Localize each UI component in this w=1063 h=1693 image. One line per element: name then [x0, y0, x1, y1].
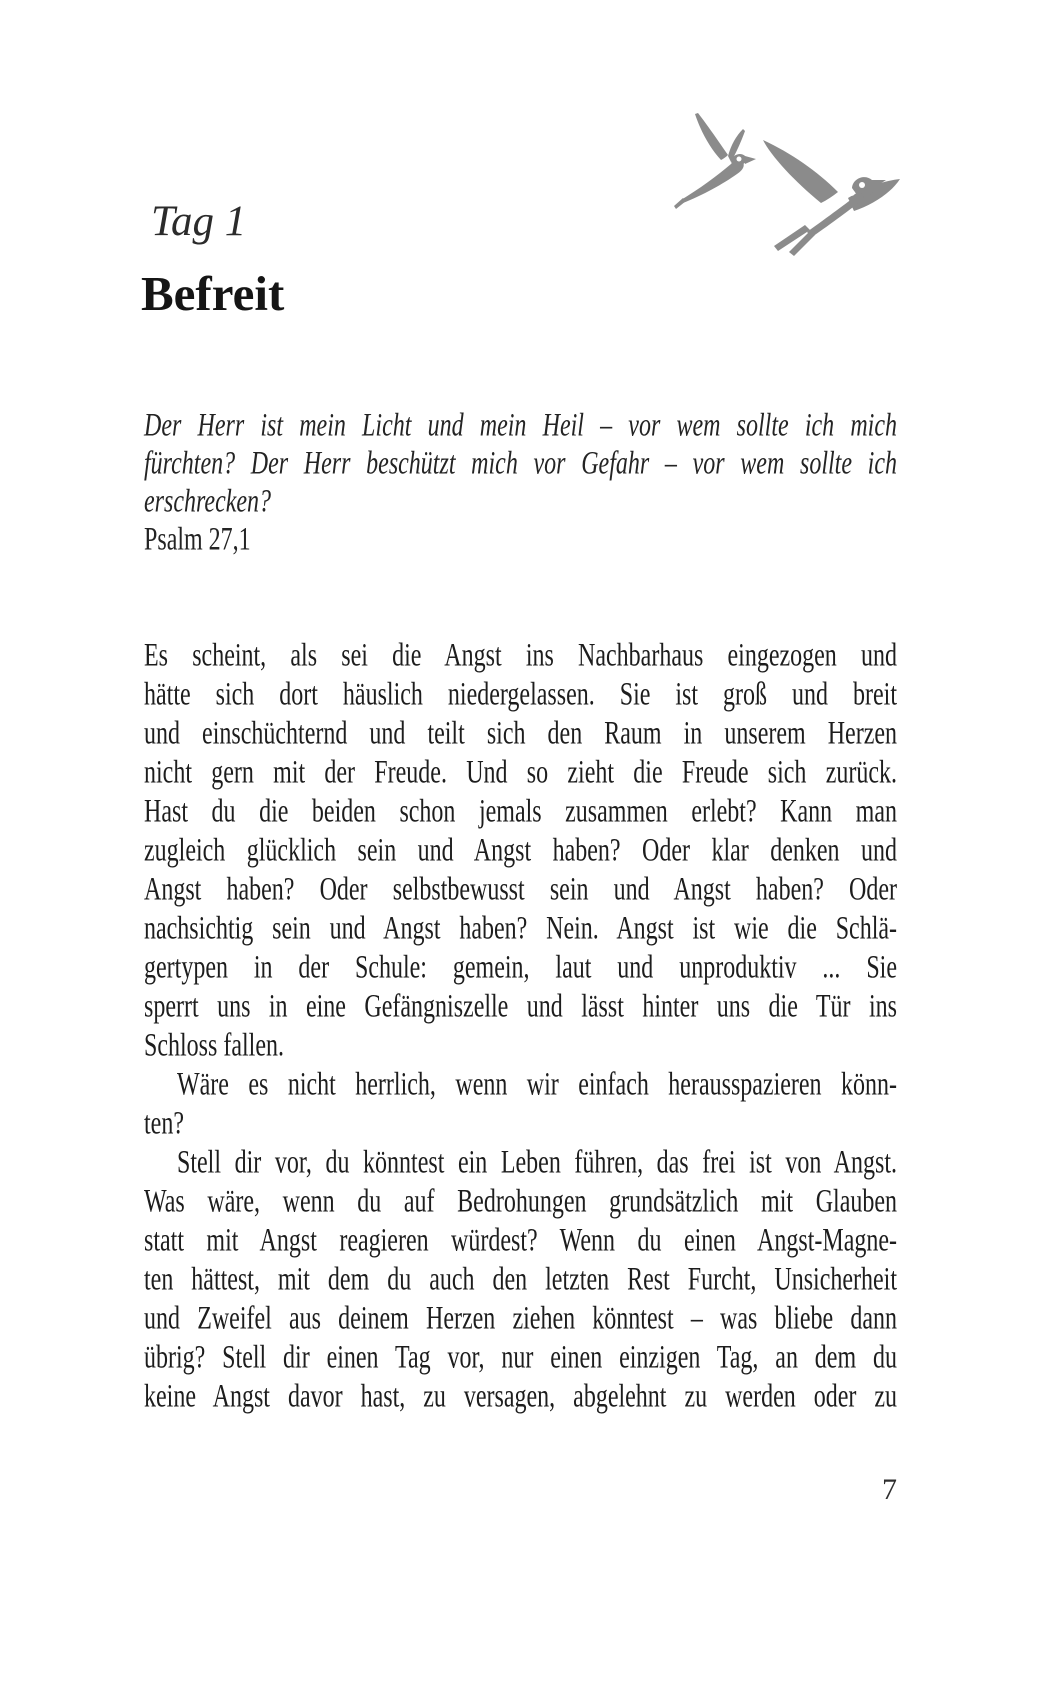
text-line: Der Herr ist mein Licht und mein Heil – vor wem sollte ich mich: [144, 408, 897, 444]
two-swallows-icon: [655, 103, 905, 265]
text-line: Hast du die beiden schon jemals zusammen erlebt? Kann man: [144, 794, 897, 830]
text-line: erschrecken?: [144, 484, 272, 520]
text-line: und Zweifel aus deinem Herzen ziehen könntest – was bliebe dann: [144, 1301, 897, 1337]
text-line: Was wäre, wenn du auf Bedrohungen grundsätzlich mit Glauben: [144, 1184, 897, 1220]
text-line: und einschüchternd und teilt sich den Raum in unserem Herzen: [144, 716, 897, 752]
text-line: fürchten? Der Herr beschützt mich vor Gefahr – vor wem sollte ich: [144, 446, 897, 482]
text-line: Wäre es nicht herrlich, wenn wir einfach herausspazieren könn-: [177, 1067, 897, 1103]
body-text: [144, 637, 897, 1417]
text-line: nicht gern mit der Freude. Und so zieht die Freude sich zurück.: [144, 755, 897, 791]
text-line: nachsichtig sein und Angst haben? Nein. Angst ist wie die Schlä-: [144, 911, 897, 947]
text-line: gertypen in der Schule: gemein, laut und unproduktiv ... Sie: [144, 950, 897, 986]
text-line: sperrt uns in eine Gefängniszelle und lässt hinter uns die Tür ins: [144, 989, 897, 1025]
text-line: zugleich glücklich sein und Angst haben? Oder klar denken und: [144, 833, 897, 869]
text-line: hätte sich dort häuslich niedergelassen. Sie ist groß und breit: [144, 677, 897, 713]
left-swallow-icon: [674, 113, 756, 209]
day-label: Tag 1: [151, 198, 247, 245]
text-line: ten?: [144, 1106, 184, 1142]
text-line: ten hättest, mit dem du auch den letzten Rest Furcht, Unsicherheit: [144, 1262, 897, 1298]
epigraph: [144, 407, 897, 559]
text-line: statt mit Angst reagieren würdest? Wenn du einen Angst-Magne-: [144, 1223, 897, 1259]
text-line: übrig? Stell dir einen Tag vor, nur einen einzigen Tag, an dem du: [144, 1340, 897, 1376]
text-line: Es scheint, als sei die Angst ins Nachbarhaus eingezogen und: [144, 638, 897, 674]
page-title: Befreit: [141, 266, 285, 321]
text-line: Angst haben? Oder selbstbewusst sein und Angst haben? Oder: [144, 872, 897, 908]
text-line: keine Angst davor hast, zu versagen, abgelehnt zu werden oder zu: [144, 1379, 897, 1415]
right-swallow-icon: [763, 140, 900, 256]
text-line: Schloss fallen.: [144, 1028, 284, 1064]
text-line: Stell dir vor, du könntest ein Leben führen, das frei ist von Angst.: [177, 1145, 897, 1181]
page-number: 7: [882, 1473, 897, 1506]
epigraph-source: Psalm 27,1: [144, 522, 251, 558]
epigraph-lines: [144, 407, 897, 521]
